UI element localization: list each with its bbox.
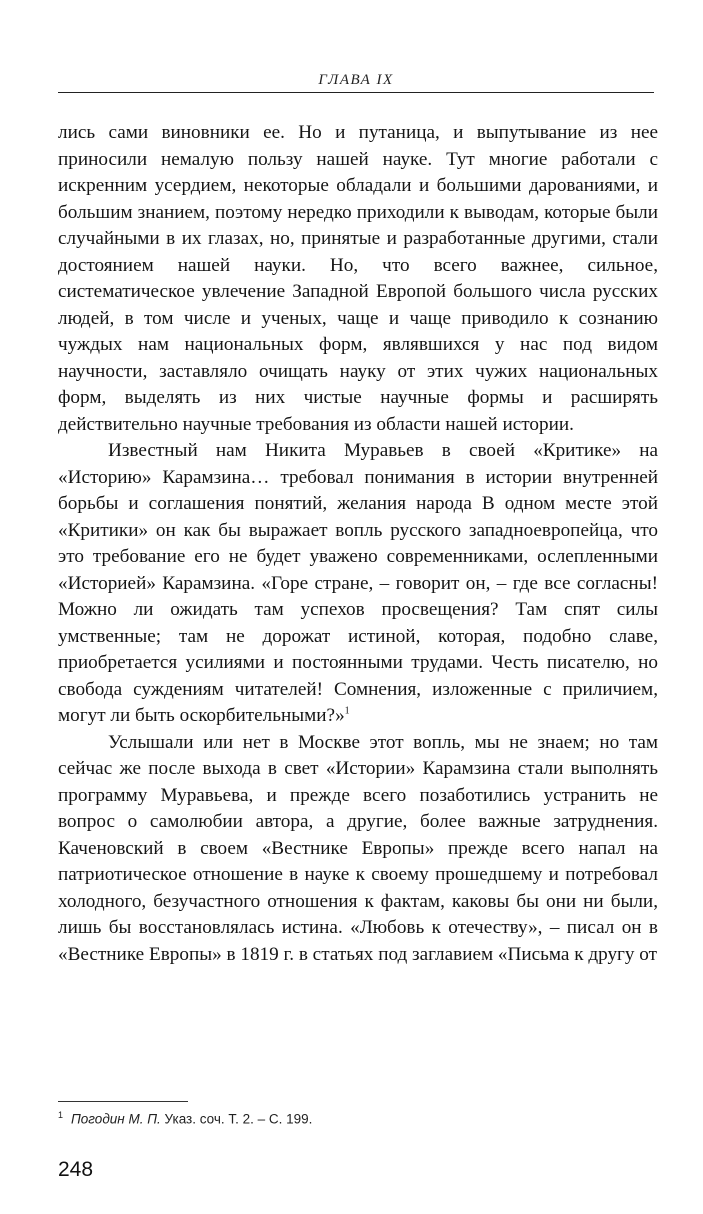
paragraph-2 bbox=[58, 438, 658, 730]
body-text bbox=[58, 120, 658, 968]
footnote-mark: 1 bbox=[58, 1110, 64, 1120]
paragraph-2-text: Известный нам Никита Муравьев в своей «Критике» на «Историю» Карамзина… требовал понимания в истории внутренней борьбы и соглашения понятий, желания народа В одном месте этой «Критики» он как бы выражает вопль русского западноевропейца, что это требование его не будет уважено современниками, ослепленными «Историей» Карамзина. «Горе стране, – говорит он, – где все согласны! Можно ли ожидать там успехов просвещения? Там спят силы умственные; там не дорожат истиной, которая, подобно славе, приобретается усилиями и постоянными трудами. Честь писателю, но свобода суждениям читателей! Сомнения, изложенные с приличием, могут ли быть оскорбительными?» bbox=[58, 440, 658, 726]
footnote-reference: 1 bbox=[344, 705, 350, 717]
footnote-rule bbox=[58, 1101, 188, 1102]
paragraph-1-text: лись сами виновники ее. Но и путаница, и выпутывание из нее приносили немалую пользу нашей науке. Тут многие работали с искренним усердием, некоторые обладали и большими дарованиями, и большим знанием, поэтому нередко приходили к выводам, которые были случайными в их глазах, но, принятые и разработанные другими, стали достоянием нашей науки. Но, что всего важнее, сильное, систематическое увлечение Западной Европой большого числа русских людей, в том числе и ученых, чаще и чаще приводило к сознанию чуждых нам национальных форм, являвшихся у нас под видом научности, заставляло очищать науку от этих чужих национальных форм, выделять из них чистые научные формы и расширять действительно научные требования из области нашей истории. bbox=[58, 122, 658, 435]
footnote bbox=[58, 1110, 312, 1127]
footnote-author: Погодин М. П. bbox=[71, 1111, 161, 1127]
page-number: 248 bbox=[58, 1158, 94, 1181]
paragraph-3-text: Услышали или нет в Москве этот вопль, мы не знаем; но там сейчас же после выхода в свет «Истории» Карамзина стали выполнять программу Муравьева, и прежде всего позаботились устранить не вопрос о самолюбии автора, а другие, более важные затруднения. Каченовский в своем «Вестнике Европы» прежде всего напал на патриотическое отношение в науке к своему прошедшему и потребовал холодного, безучастного отношения к фактам, каковы бы они ни были, лишь бы восстановлялась истина. «Любовь к отечеству», – писал он в «Вестнике Европы» в 1819 г. в статьях под заглавием «Письма к другу от bbox=[58, 731, 658, 965]
paragraph-3 bbox=[58, 730, 658, 969]
header-rule bbox=[58, 92, 654, 93]
paragraph-1 bbox=[58, 120, 658, 438]
footnote-citation: Указ. соч. Т. 2. – С. 199. bbox=[164, 1111, 313, 1127]
running-header: ГЛАВА IX bbox=[318, 72, 394, 88]
